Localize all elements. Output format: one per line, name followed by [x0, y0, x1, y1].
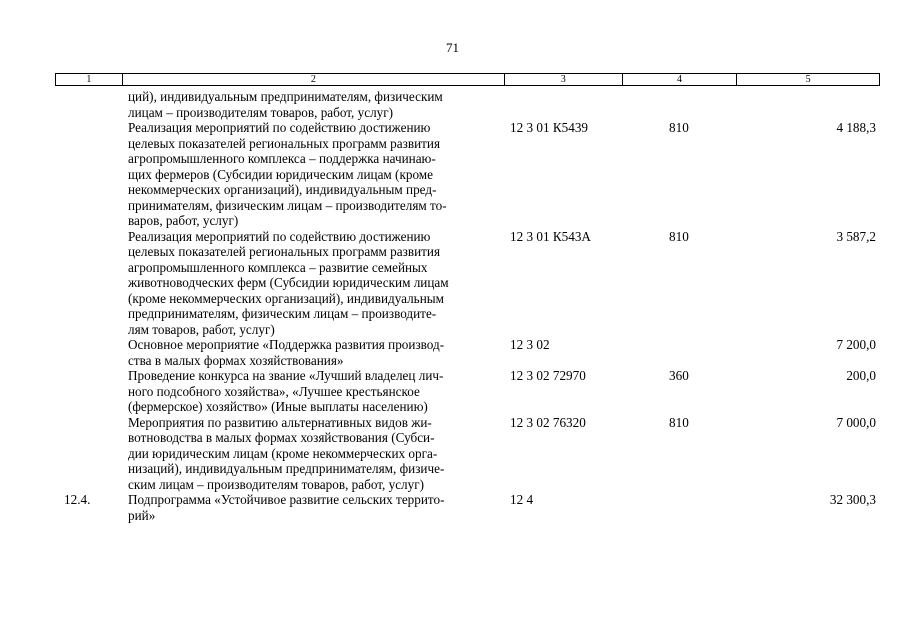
row-description: Реализация мероприятий по содействию достижению целевых показателей региональных программ развития агропромышленного комплекса – развитие семейных животноводческих ферм (Субсидии юридическим лицам (кроме некоммерческих организаций), индивидуальным предпринимателям, физическим лицам – производите- лям товаров, работ, услуг) [128, 228, 449, 337]
page-number: 71 [446, 40, 459, 55]
row-number [55, 89, 122, 120]
header-col-5: 5 [805, 74, 811, 85]
row-number [55, 415, 122, 493]
row-description: Подпрограмма «Устойчивое развитие сельских террито- рий» [128, 492, 445, 523]
row-description: Мероприятия по развитию альтернативных видов жи- вотноводства в малых формах хозяйствования (Субси- дии юридическим лицам (кроме некоммерческих орга- низаций), индивидуальным предпринимателям, физиче- ским лицам – производителям товаров, работ, услуг) [128, 414, 445, 492]
row-code: 12 3 02 76320 [510, 414, 586, 430]
row-amount: 3 587,2 [836, 228, 876, 244]
row-code: 12 3 02 [510, 337, 550, 352]
table-row [55, 229, 880, 338]
row-expense-type [623, 89, 738, 120]
row-number [55, 368, 122, 415]
header-col-2: 2 [123, 74, 505, 85]
row-expense-type: 360 [669, 368, 689, 383]
row-code: 12 4 [510, 492, 534, 507]
row-number: 12.4. [64, 492, 91, 507]
table-header [55, 73, 880, 86]
header-col-1: 1 [56, 74, 123, 85]
row-number [55, 229, 122, 338]
row-description: Основное мероприятие «Поддержка развития производ- ства в малых формах хозяйствования» [128, 337, 445, 368]
table-row [55, 89, 880, 120]
row-code: 12 3 01 К543А [510, 228, 591, 244]
row-expense-type [623, 492, 738, 523]
row-amount: 7 200,0 [836, 337, 876, 352]
row-number [55, 337, 122, 368]
row-code: 12 3 02 72970 [510, 368, 586, 383]
table-row [55, 337, 880, 368]
header-col-3: 3 [505, 74, 623, 85]
table-body [55, 89, 880, 523]
row-expense-type [623, 337, 738, 368]
row-amount [738, 89, 880, 120]
row-description: Проведение конкурса на звание «Лучший владелец лич- ного подсобного хозяйства», «Лучшее крестьянское (фермерское) хозяйство» (Иные выплаты населению) [128, 368, 444, 414]
row-code: 12 3 01 К5439 [510, 120, 589, 135]
row-expense-type: 810 [669, 414, 689, 430]
header-col-4: 4 [623, 74, 738, 85]
row-number [55, 120, 122, 229]
row-expense-type: 810 [669, 228, 689, 244]
row-description: Реализация мероприятий по содействию достижению целевых показателей региональных программ развития агропромышленного комплекса – поддержка начинаю- щих фермеров (Субсидии юридическим лицам (кроме некоммерческих организаций), индивидуальным пред- принимателям, физическим лицам – производителям то- варов, работ, услуг) [128, 120, 447, 228]
table-row [55, 492, 880, 523]
table-row [55, 415, 880, 493]
row-description: ций), индивидуальным предпринимателям, физическим лицам – производителям товаров, работ, услуг) [128, 89, 443, 120]
row-amount: 200,0 [846, 368, 876, 383]
table-row [55, 120, 880, 229]
row-expense-type: 810 [669, 120, 689, 135]
row-code [505, 89, 623, 120]
row-amount: 32 300,3 [829, 492, 876, 507]
row-amount: 4 188,3 [836, 120, 876, 135]
row-amount: 7 000,0 [836, 414, 876, 430]
table-row [55, 368, 880, 415]
